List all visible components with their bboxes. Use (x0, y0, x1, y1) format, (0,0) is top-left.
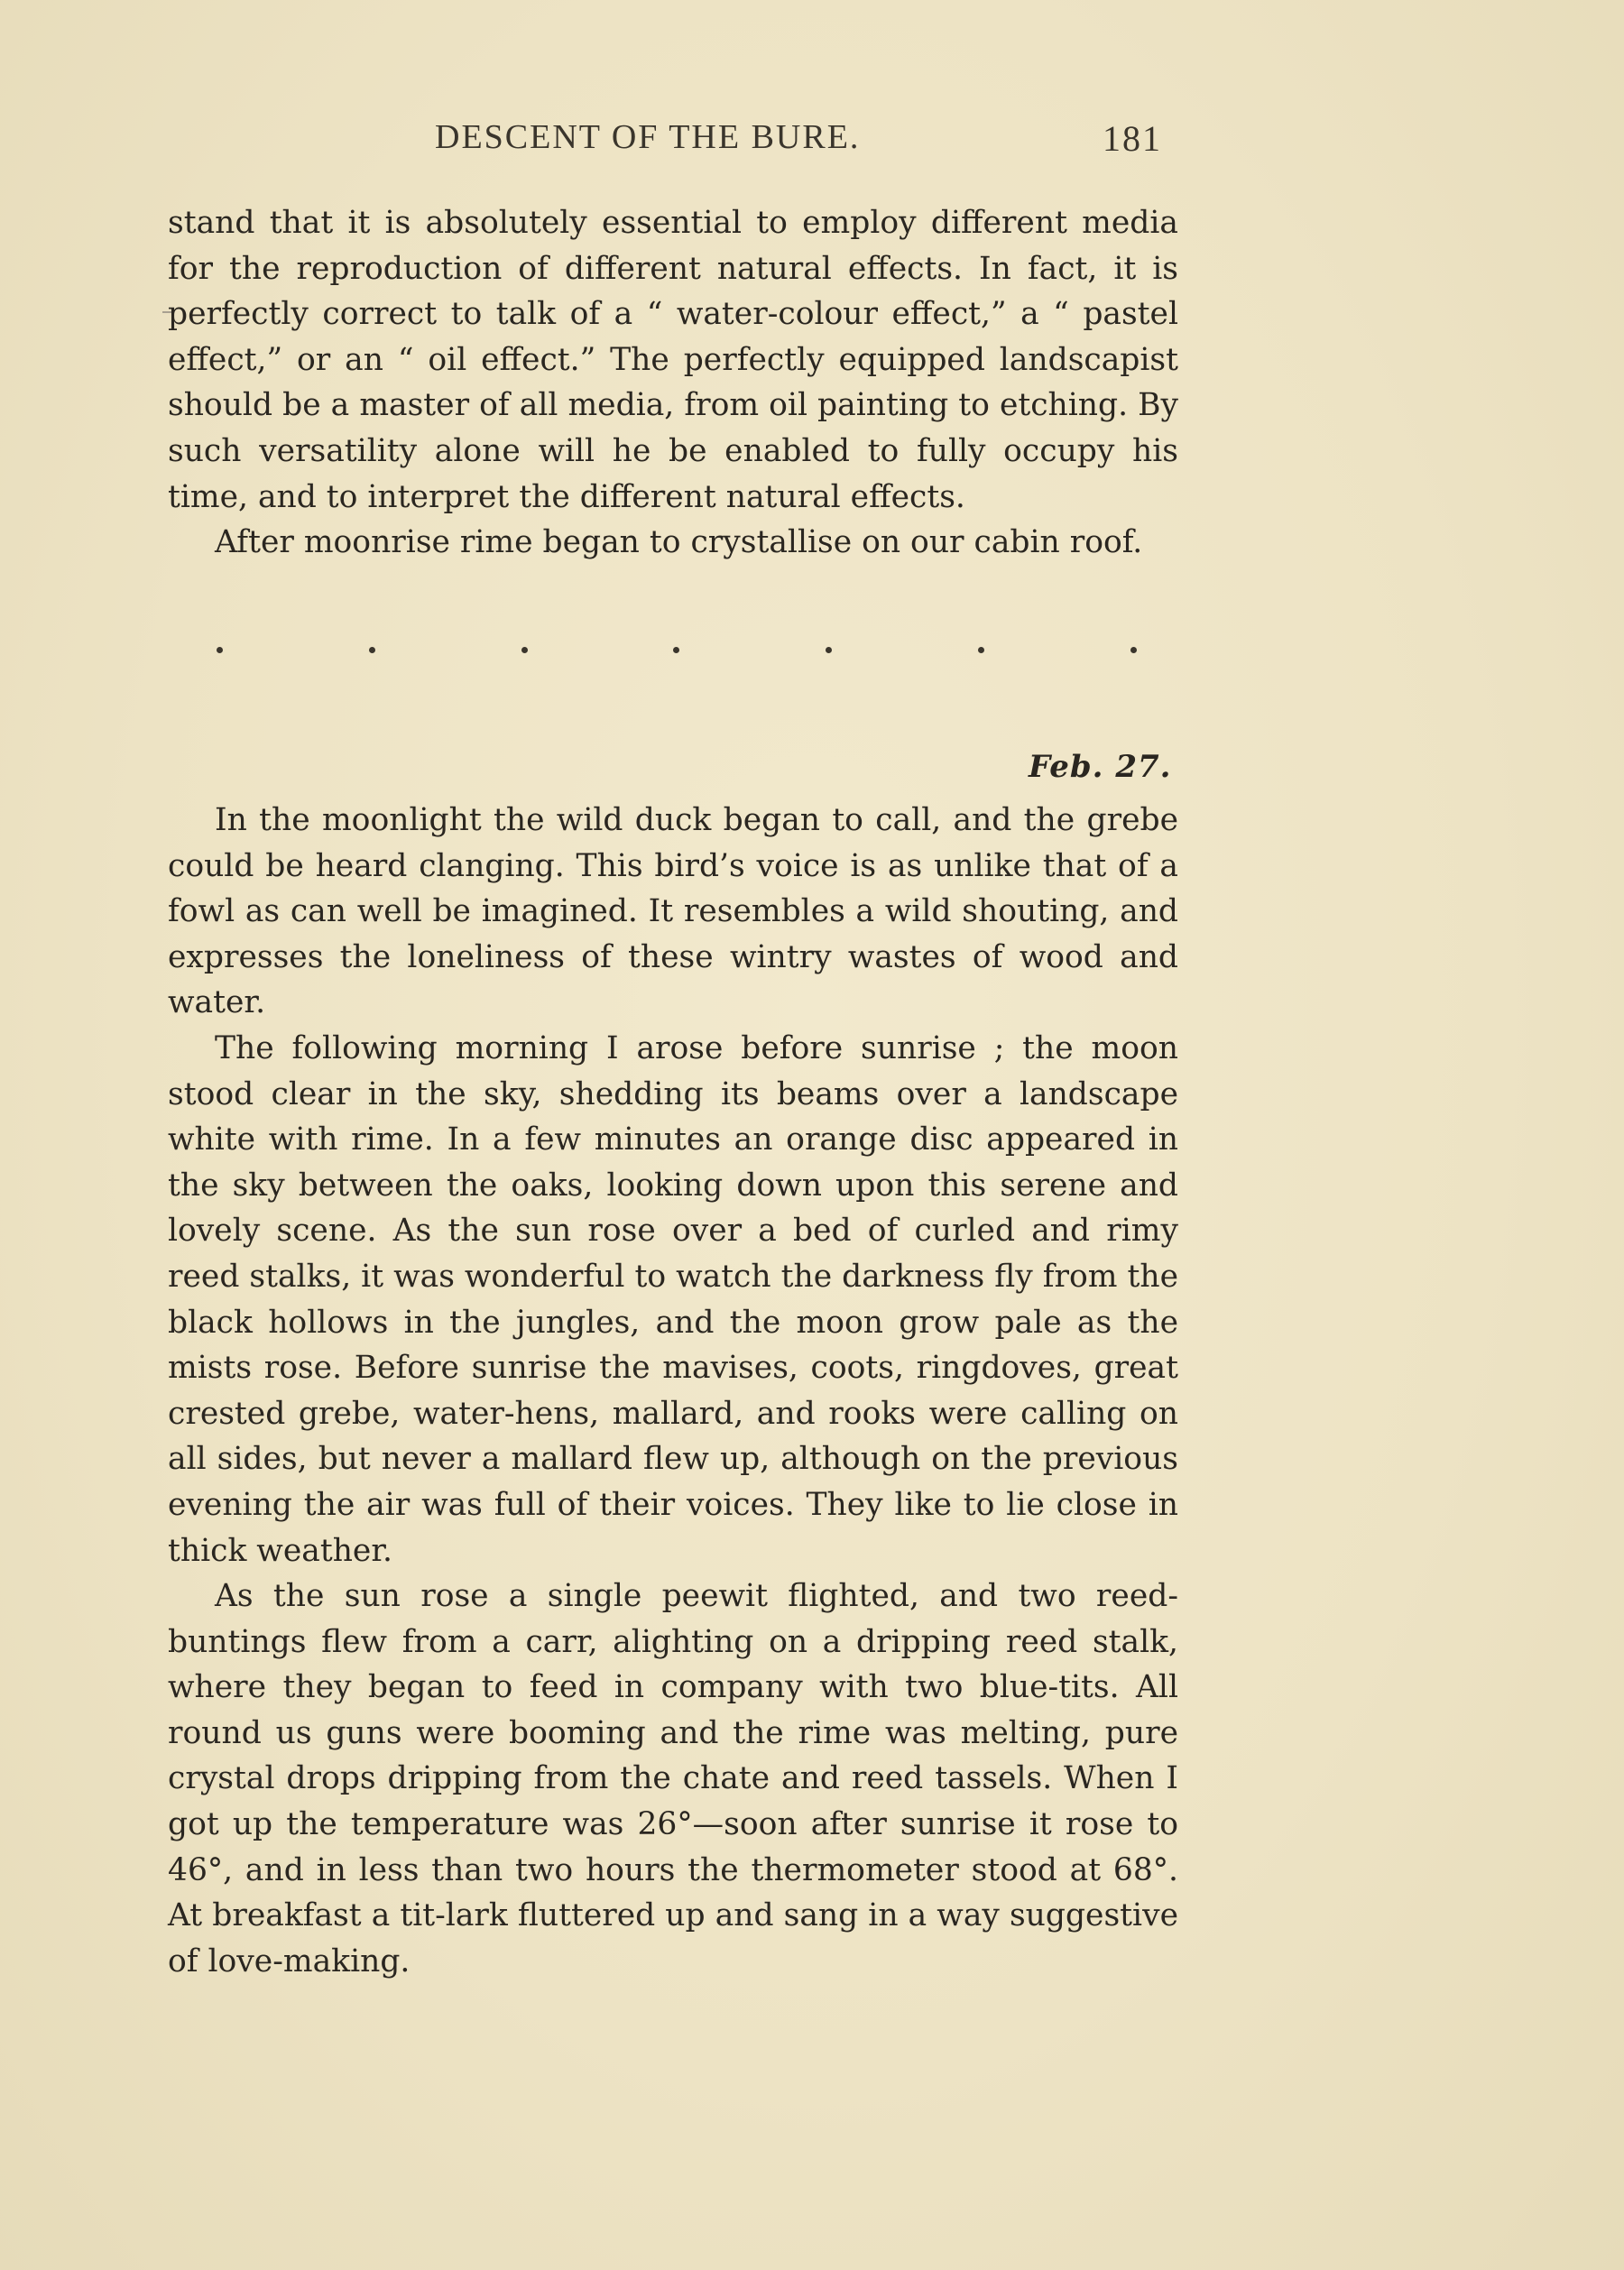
dot (826, 647, 832, 653)
dot (978, 647, 984, 653)
text-block-bottom (168, 798, 1178, 1984)
paragraph-moonrise: After moonrise rime began to crystallise on our cabin roof. (215, 524, 1143, 561)
paragraph-sunrise: As the sun rose a single peewit flighted, and two reed-buntings flew from a carr, alighting on a dripping reed stalk, where they began to feed in company with two blue-tits. All round us guns were booming and the rime was melting, pure crystal drops dripping from the chate and reed tassels. When I got up the temperature was 26°—soon after sunrise it rose to 46°, and in less than two hours the thermometer stood at 68°. At breakfast a tit-lark fluttered up and sang in a way suggestive of love-making. (168, 1578, 1178, 1979)
paragraph-moonlight: In the moonlight the wild duck began to call, and the grebe could be heard clanging. This bird’s voice is as unlike that of a fowl as can well be imagined. It resembles a wild shouting, and expresses the loneliness of these wintry wastes of wood and water. (168, 802, 1178, 1021)
section-break-dots (217, 632, 1137, 668)
text-block-top (168, 200, 1178, 566)
page-number: 181 (1103, 118, 1162, 159)
running-title: DESCENT OF THE BURE. (435, 118, 861, 156)
running-head (0, 117, 1624, 171)
dot (673, 647, 679, 653)
dot (1130, 647, 1137, 653)
paragraph-morning: The following morning I arose before sunrise ; the moon stood clear in the sky, shedding its beams over a landscape white with rime. In a few minutes an orange disc appeared in the sky between the oaks, looking down upon this serene and lovely scene. As the sun rose over a bed of curled and rimy reed stalks, it was wonderful to watch the darkness fly from the black hollows in the jungles, and the moon grow pale as the mists rose. Before sunrise the mavises, coots, ringdoves, great crested grebe, water-hens, mallard, and rooks were calling on all sides, but never a mallard flew up, although on the previous evening the air was full of their voices. They like to lie close in thick weather. (168, 1029, 1178, 1569)
section-date: Feb. 27. (1029, 749, 1172, 785)
dot (521, 647, 528, 653)
dot (369, 647, 375, 653)
dot (217, 647, 223, 653)
paragraph-continuation: stand that it is absolutely essential to employ different media for the reproduction of different natural effects. In fact, it is perfectly correct to talk of a “ water-colour effect,” a “ pastel effect,” or an “ oil effect.” The perfectly equipped landscapist should be a master of all media, from oil painting to etching. By such versatility alone will he be enabled to fully occupy his time, and to interpret the different natural effects. (168, 205, 1178, 515)
